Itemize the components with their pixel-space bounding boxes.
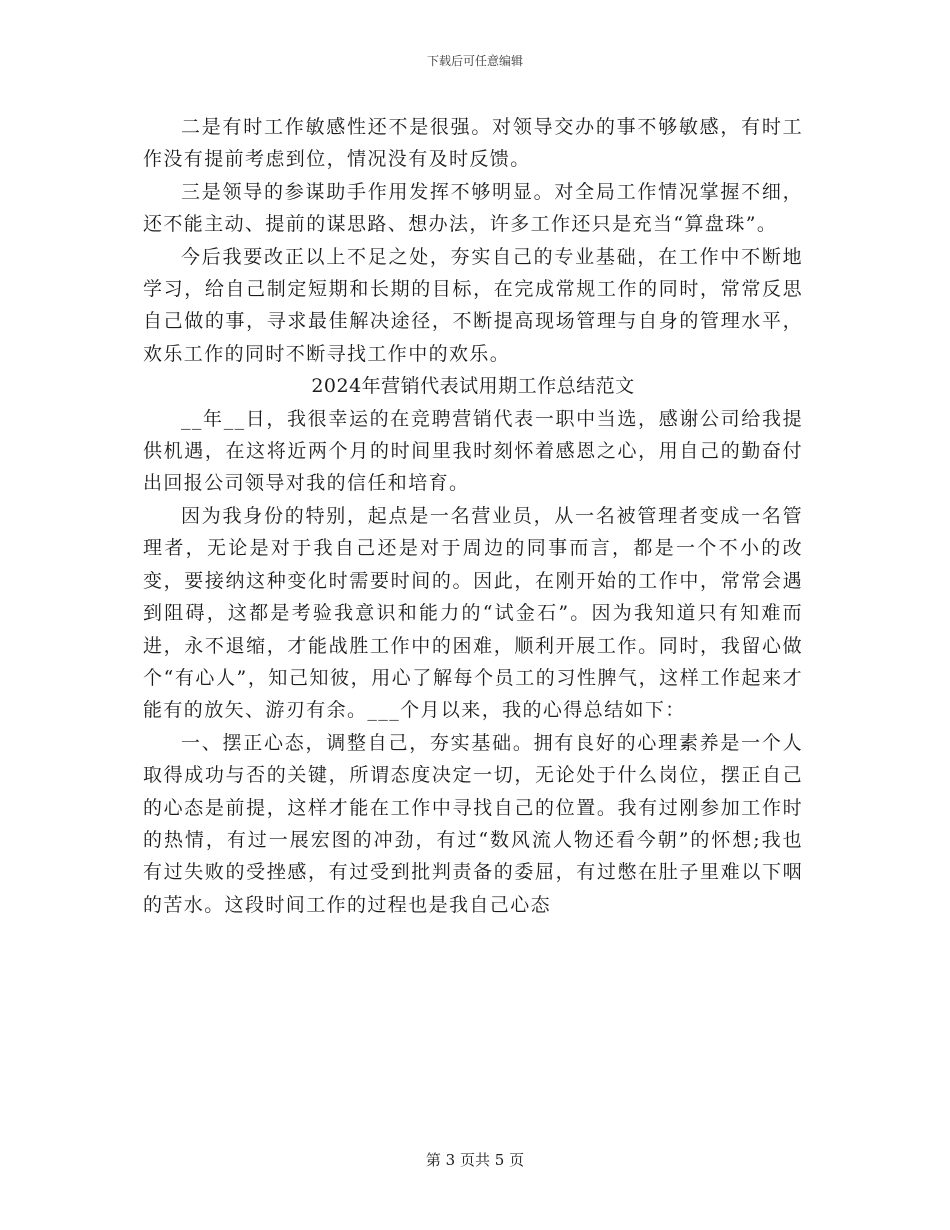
section-title: 2024年营销代表试用期工作总结范文 <box>311 375 635 398</box>
paragraph-weakness-two: 二是有时工作敏感性还不是很强。对领导交办的事不够敏感，有时工作没有提前考虑到位，情况没有及时反馈。 <box>143 116 803 171</box>
paragraph-improvement-plan: 今后我要改正以上不足之处，夯实自己的专业基础，在工作中不断地学习，给自己制定短期和长期的目标，在完成常规工作的同时，常常反思自己做的事，寻求最佳解决途径，不断提高现场管理与自身的管理水平，欢乐工作的同时不断寻找工作中的欢乐。 <box>143 245 803 365</box>
page-footer: 第 3 页共 5 页 <box>425 1151 525 1169</box>
paragraph-introduction: __年__日，我很幸运的在竞聘营销代表一职中当选，感谢公司给我提供机遇，在这将近两个月的时间里我时刻怀着感恩之心，用自己的勤奋付出回报公司领导对我的信任和培育。 <box>143 407 803 495</box>
paragraph-point-one: 一、摆正心态，调整自己，夯实基础。拥有良好的心理素养是一个人取得成功与否的关键，所谓态度决定一切，无论处于什么岗位，摆正自己的心态是前提，这样才能在工作中寻找自己的位置。我有过刚参加工作时的热情，有过一展宏图的冲劲，有过“数风流人物还看今朝”的怀想;我也有过失败的受挫感，有过受到批判责备的委屈，有过憋在肚子里难以下咽的苦水。这段时间工作的过程也是我自己心态 <box>143 731 803 916</box>
paragraph-role-change: 因为我身份的特别，起点是一名营业员，从一名被管理者变成一名管理者，无论是对于我自己还是对于周边的同事而言，都是一个不小的改变，要接纳这种变化时需要时间的。因此，在刚开始的工作中，常常会遇到阻碍，这都是考验我意识和能力的“试金石”。因为我知道只有知难而进，永不退缩，才能战胜工作中的困难，顺利开展工作。同时，我留心做个“有心人”，知己知彼，用心了解每个员工的习性脾气，这样工作起来才能有的放矢、游刃有余。___个月以来，我的心得总结如下： <box>143 504 803 722</box>
paragraph-weakness-three: 三是领导的参谋助手作用发挥不够明显。对全局工作情况掌握不细，还不能主动、提前的谋思路、想办法，许多工作还只是充当“算盘珠”。 <box>143 180 803 236</box>
page-header: 下载后可任意编辑 <box>426 54 523 68</box>
document-body <box>143 111 803 921</box>
